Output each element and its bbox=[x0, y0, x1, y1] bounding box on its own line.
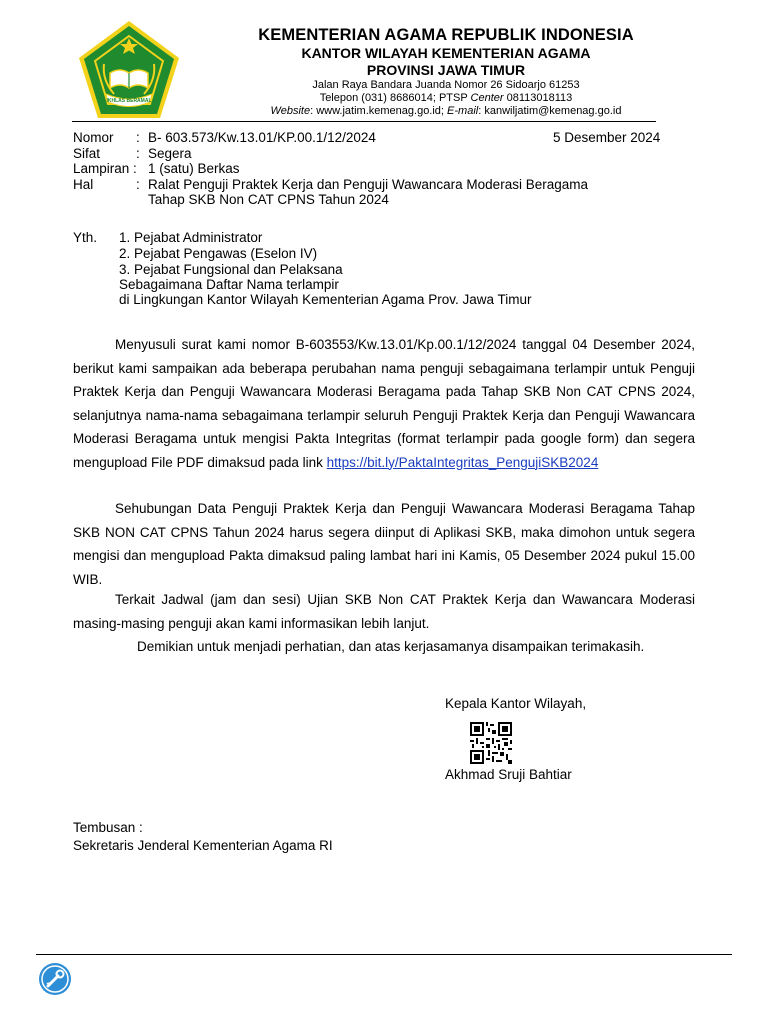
office-web-email bbox=[236, 105, 656, 118]
office-phone: Telepon (031) 8686014; PTSP Center 08113018113 bbox=[319, 92, 573, 104]
kemenag-logo bbox=[76, 18, 182, 124]
recipient-label: Yth. bbox=[73, 230, 98, 245]
office-address: Jalan Raya Bandara Juanda Nomor 26 Sidoarjo 61253 bbox=[312, 79, 580, 91]
lampiran-value: 1 (satu) Berkas bbox=[148, 161, 240, 176]
cc-recipient: Sekretaris Jenderal Kementerian Agama RI bbox=[73, 838, 333, 853]
cc-label: Tembusan : bbox=[73, 820, 143, 835]
office-title: KANTOR WILAYAH KEMENTERIAN AGAMA bbox=[301, 45, 591, 61]
recipient-item: 1. Pejabat Administrator bbox=[119, 230, 263, 245]
letterhead-divider bbox=[72, 121, 656, 122]
province-title: PROVINSI JAWA TIMUR bbox=[366, 62, 526, 78]
sifat-colon: : bbox=[136, 146, 140, 161]
recipient-scope: di Lingkungan Kantor Wilayah Kementerian Agama Prov. Jawa Timur bbox=[119, 292, 532, 307]
signer-name: Akhmad Sruji Bahtiar bbox=[445, 767, 572, 782]
website-label: Website bbox=[270, 105, 311, 117]
nomor-label: Nomor bbox=[73, 130, 114, 145]
recipient-item: 3. Pejabat Fungsional dan Pelaksana bbox=[119, 262, 343, 277]
recipient-note: Sebagaimana Daftar Nama terlampir bbox=[119, 277, 339, 292]
hal-colon: : bbox=[136, 177, 140, 192]
footer-divider bbox=[36, 954, 732, 955]
recipient-item: 2. Pejabat Pengawas (Eselon IV) bbox=[119, 246, 318, 261]
letter-date: 5 Desember 2024 bbox=[553, 130, 661, 145]
electronic-signature-icon bbox=[38, 962, 72, 996]
nomor-colon: : bbox=[136, 130, 140, 145]
pakta-integritas-link[interactable]: https://bit.ly/PaktaIntegritas_PengujiSKB2024 bbox=[326, 454, 599, 470]
hal-value-line2: Tahap SKB Non CAT CPNS Tahun 2024 bbox=[148, 192, 389, 207]
hal-label: Hal bbox=[73, 177, 94, 192]
email-value[interactable]: : kanwiljatim@kemenag.go.id bbox=[478, 105, 622, 117]
signer-title: Kepala Kantor Wilayah, bbox=[445, 696, 587, 711]
hal-value-line1: Ralat Penguji Praktek Kerja dan Penguji Wawancara Moderasi Beragama bbox=[148, 177, 588, 192]
website-value[interactable]: : www.jatim.kemenag.go.id; bbox=[310, 105, 448, 117]
paragraph-1: Menyusuli surat kami nomor B-603553/Kw.13.01/Kp.00.1/12/2024 tanggal 04 Desember 2024, berikut kami sampaikan ada beberapa perubahan nama penguji sebagaimana terlampir untuk Penguji Praktek Kerja dan Penguji Wawancara Moderasi Beragama pada Tahap SKB Non CAT CPNS 2024, selanjutnya nama-nama sebagaimana terlampir seluruh Penguji Praktek Kerja dan Penguji Wawancara Moderasi Beragama untuk mengisi Pakta Integritas (format terlampir pada google form) dan segera mengupload File PDF dimaksud pada link https://bit.ly/PaktaIntegritas_PengujiSKB2024 bbox=[73, 337, 695, 470]
logo-motto: IKHLAS BERAMAL bbox=[106, 98, 152, 104]
sifat-label: Sifat bbox=[73, 146, 101, 161]
ministry-title: KEMENTERIAN AGAMA REPUBLIK INDONESIA bbox=[258, 26, 634, 44]
email-label: E-mail bbox=[447, 105, 479, 117]
closing-sentence: Demikian untuk menjadi perhatian, dan atas kerjasamanya disampaikan terimakasih. bbox=[137, 639, 645, 654]
qr-code-signature bbox=[470, 722, 512, 764]
sifat-value: Segera bbox=[148, 146, 192, 161]
paragraph-2: Sehubungan Data Penguji Praktek Kerja dan Penguji Wawancara Moderasi Beragama Tahap SKB NON CAT CPNS Tahun 2024 harus segera diinput di Aplikasi SKB, maka dimohon untuk segera mengisi dan mengupload Pakta dimaksud paling lambat hari ini Kamis, 05 Desember 2024 pukul 15.00 WIB. bbox=[73, 501, 695, 587]
lampiran-label: Lampiran : bbox=[73, 161, 137, 176]
nomor-value: B- 603.573/Kw.13.01/KP.00.1/12/2024 bbox=[148, 130, 376, 145]
paragraph-3: Terkait Jadwal (jam dan sesi) Ujian SKB Non CAT Praktek Kerja dan Wawancara Moderasi masing-masing penguji akan kami informasikan lebih lanjut. bbox=[73, 592, 695, 631]
